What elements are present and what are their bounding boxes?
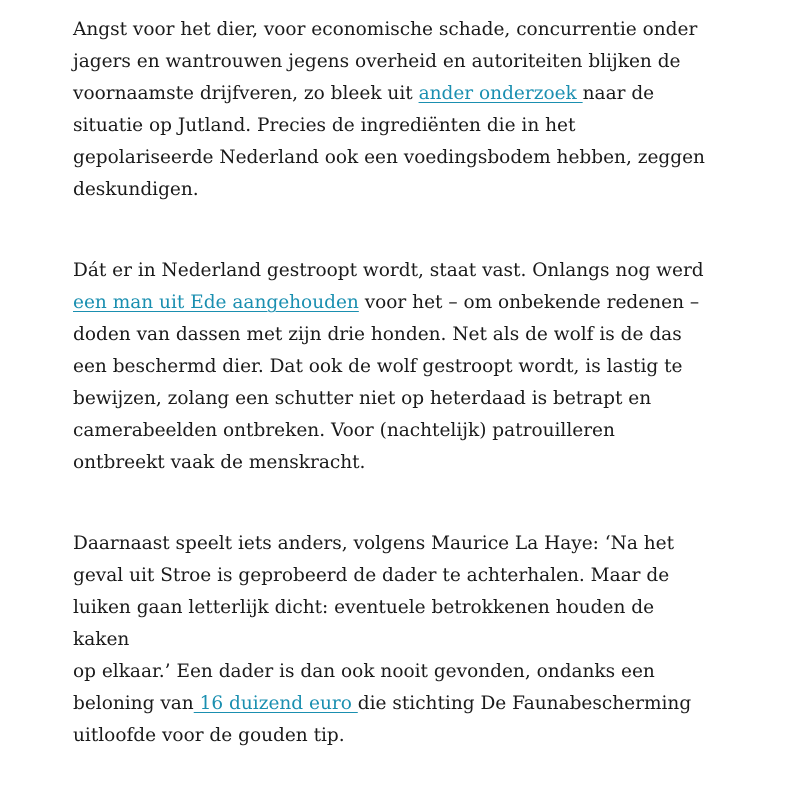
paragraph-text: Dát er in Nederland gestroopt wordt, staat vast. Onlangs nog werd xyxy=(73,260,704,281)
link-ander-onderzoek[interactable]: ander onderzoek xyxy=(418,83,583,104)
paragraph-text: jagers en wantrouwen jegens overheid en autoriteiten blijken de xyxy=(73,51,681,72)
paragraph-text: uitloofde voor de gouden tip. xyxy=(73,725,345,746)
link-16-duizend-euro[interactable]: 16 duizend euro xyxy=(193,693,358,714)
paragraph-text: ontbreekt vaak de menskracht. xyxy=(73,452,366,473)
paragraph-text: camerabeelden ontbreken. Voor (nachtelijk) patrouilleren xyxy=(73,420,615,441)
paragraph-text: Angst voor het dier, voor economische schade, concurrentie onder xyxy=(73,19,698,40)
paragraph-text: een beschermd dier. Dat ook de wolf gestroopt wordt, is lastig te xyxy=(73,356,683,377)
paragraph-text: situatie op Jutland. Precies de ingrediënten die in het xyxy=(73,115,576,136)
paragraph-text: voornaamste drijfveren, zo bleek uit xyxy=(73,83,419,104)
paragraph-text: Daarnaast speelt iets anders, volgens Maurice La Haye: ‘Na het xyxy=(73,533,675,554)
paragraph-text: deskundigen. xyxy=(73,179,199,200)
paragraph-text: luiken gaan letterlijk dicht: eventuele betrokkenen houden de kaken xyxy=(73,597,655,650)
paragraph-text: geval uit Stroe is geprobeerd de dader te achterhalen. Maar de xyxy=(73,565,670,586)
paragraph-text: bewijzen, zolang een schutter niet op heterdaad is betrapt en xyxy=(73,388,652,409)
paragraph-text: naar de xyxy=(582,83,655,104)
paragraph-2 xyxy=(73,255,713,479)
paragraph-text: voor het – om onbekende redenen – xyxy=(358,292,700,313)
paragraph-text: die stichting De Faunabescherming xyxy=(357,693,692,714)
paragraph-3 xyxy=(73,528,713,752)
paragraph-text: beloning van xyxy=(73,693,194,714)
paragraph-text: gepolariseerde Nederland ook een voedingsbodem hebben, zeggen xyxy=(73,147,705,168)
link-man-uit-ede[interactable]: een man uit Ede aangehouden xyxy=(73,292,359,313)
paragraph-1 xyxy=(73,14,713,206)
article-body xyxy=(73,14,713,801)
paragraph-text: op elkaar.’ Een dader is dan ook nooit gevonden, ondanks een xyxy=(73,661,655,682)
paragraph-text: doden van dassen met zijn drie honden. Net als de wolf is de das xyxy=(73,324,682,345)
